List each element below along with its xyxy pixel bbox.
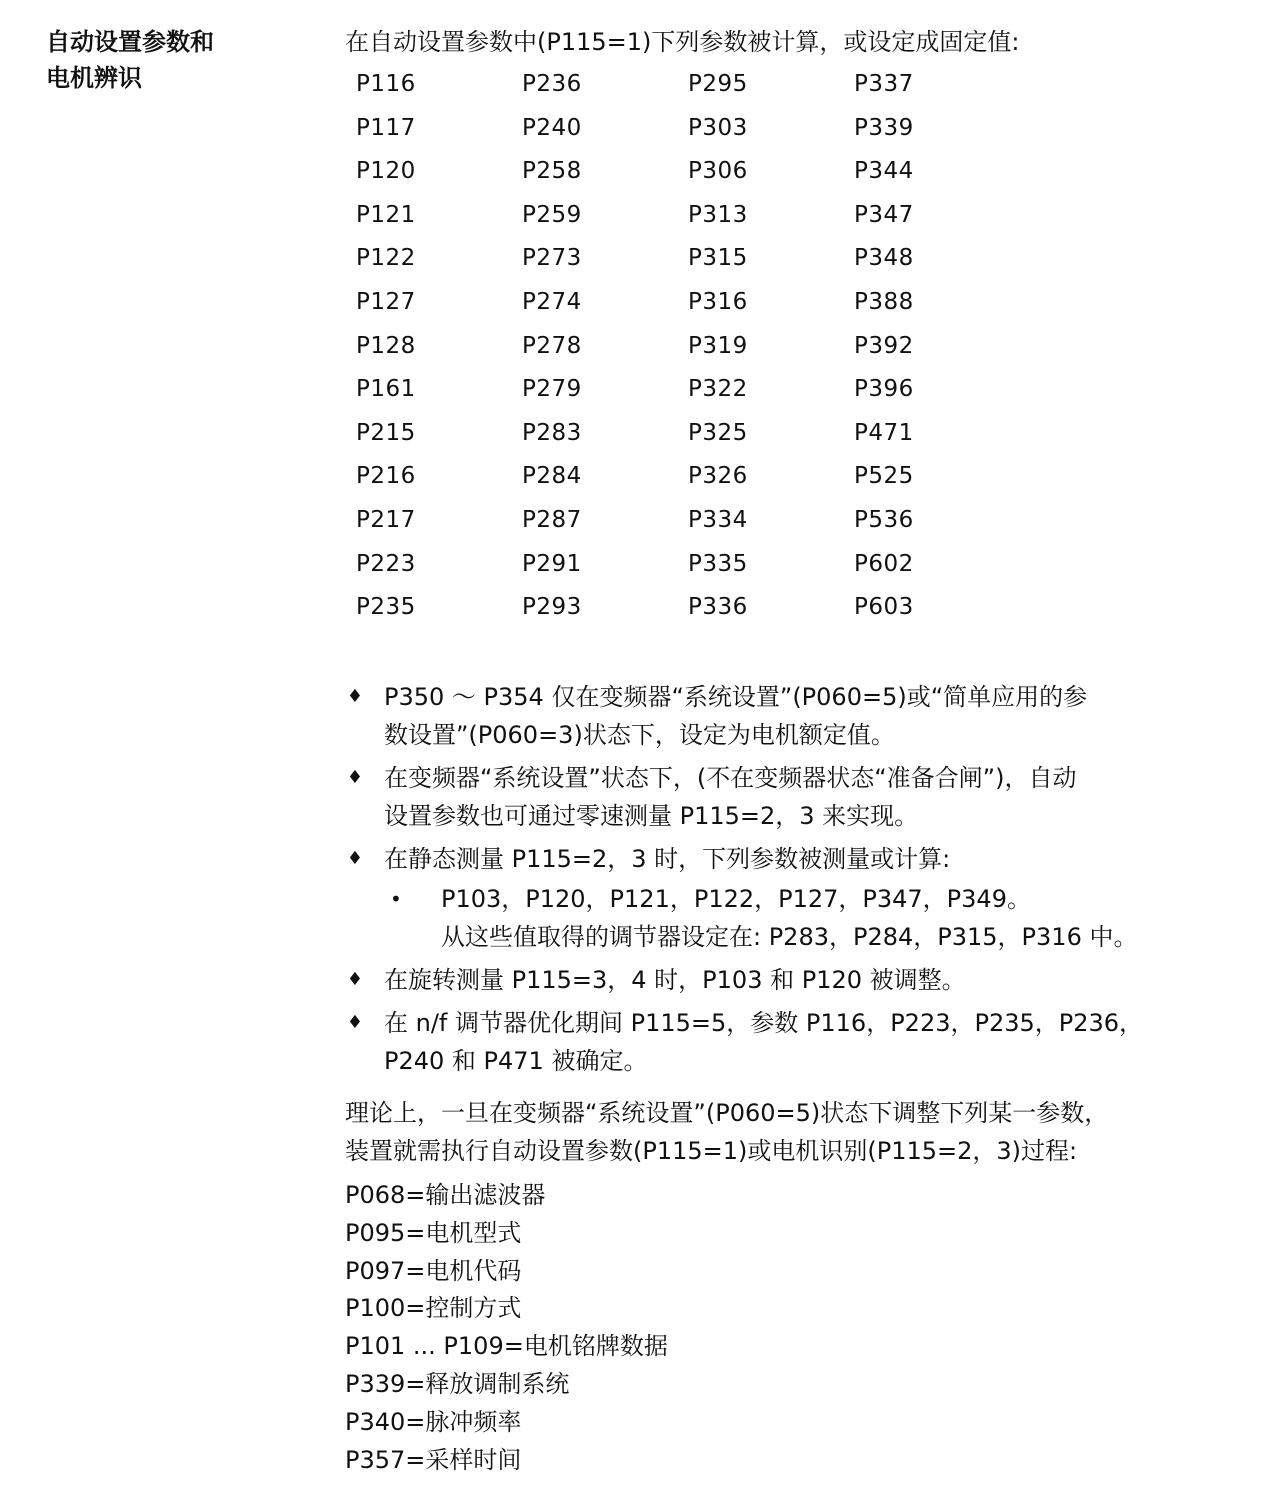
param-cell: P334: [688, 506, 748, 533]
param-cell: P120: [356, 158, 416, 185]
param-cell: P388: [854, 288, 914, 315]
list-item: [345, 840, 1235, 956]
param-cell: P293: [522, 594, 582, 621]
param-cell: P116: [356, 71, 416, 97]
definition-item: P068=输出滤波器: [345, 1181, 546, 1209]
section-title-line-2: 电机辨识: [46, 64, 142, 92]
param-cell: P471: [854, 419, 914, 446]
param-cell: P128: [356, 332, 416, 359]
param-cell: P392: [854, 332, 914, 359]
sub-list-item-text: 从这些值取得的调节器设定在: P283，P284，P315，P316 中。: [441, 923, 1138, 951]
param-cell: P161: [356, 376, 416, 403]
definition-item: P101 ... P109=电机铭牌数据: [345, 1332, 668, 1361]
param-cell: P295: [688, 71, 748, 97]
param-cell: P284: [522, 463, 582, 490]
list-item-text: 在变频器“系统设置”状态下，(不在变频器状态“准备合闸”)，自动: [384, 764, 1077, 792]
param-cell: P278: [522, 332, 582, 359]
param-cell: P396: [854, 376, 914, 403]
param-cell: P122: [356, 245, 416, 272]
definition-item: P340=脉冲频率: [345, 1407, 522, 1436]
param-cell: P315: [688, 245, 748, 272]
param-cell: P274: [522, 288, 582, 315]
dot-bullet-icon: •: [390, 887, 402, 911]
param-cell: P127: [356, 288, 416, 315]
definition-item: P100=控制方式: [345, 1294, 522, 1323]
param-cell: P216: [356, 463, 416, 490]
param-cell: P306: [688, 158, 748, 185]
param-cell: P236: [522, 71, 582, 97]
parameter-table: [356, 63, 1245, 630]
definition-item: P095=电机型式: [345, 1218, 522, 1247]
list-item-text: 数设置”(P060=3)状态下，设定为电机额定值。: [384, 721, 895, 749]
param-cell: P117: [356, 114, 416, 141]
sub-list-item: [384, 880, 1235, 956]
parameter-definitions: [345, 1177, 668, 1479]
param-cell: P344: [854, 158, 914, 185]
diamond-bullet-icon: ♦: [346, 848, 364, 869]
param-cell: P235: [356, 594, 416, 621]
param-cell: P337: [854, 71, 914, 97]
param-cell: P347: [854, 201, 914, 228]
paragraph-line: 装置就需执行自动设置参数(P115=1)或电机识别(P115=2，3)过程:: [345, 1137, 1078, 1165]
main-content: [345, 24, 1245, 630]
param-cell: P279: [522, 376, 582, 403]
param-cell: P291: [522, 550, 582, 577]
paragraph-line: 理论上，一旦在变频器“系统设置”(P060=5)状态下调整下列某一参数，: [345, 1099, 1109, 1127]
param-cell: P215: [356, 419, 416, 446]
list-item-text: 在静态测量 P115=2，3 时，下列参数被测量或计算:: [384, 845, 951, 873]
intro-text: 在自动设置参数中(P115=1)下列参数被计算，或设定成固定值:: [345, 28, 1020, 56]
param-cell: P339: [854, 114, 914, 141]
param-cell: P602: [854, 550, 914, 577]
param-cell: P316: [688, 288, 748, 315]
param-cell: P259: [522, 201, 582, 228]
list-item: [345, 961, 1235, 999]
notes-list: [345, 678, 1235, 1085]
list-item: [345, 759, 1235, 835]
param-cell: P336: [688, 594, 748, 621]
param-cell: P240: [522, 114, 582, 141]
param-cell: P325: [688, 419, 748, 446]
param-cell: P322: [688, 376, 748, 403]
list-item-text: 设置参数也可通过零速测量 P115=2，3 来实现。: [384, 802, 919, 830]
param-cell: P326: [688, 463, 748, 490]
diamond-bullet-icon: ♦: [346, 969, 364, 990]
param-cell: P287: [522, 506, 582, 533]
diamond-bullet-icon: ♦: [346, 686, 364, 707]
diamond-bullet-icon: ♦: [346, 1012, 364, 1033]
definition-item: P357=采样时间: [345, 1445, 522, 1474]
param-cell: P303: [688, 114, 748, 141]
theory-paragraph: [345, 1094, 1245, 1170]
section-title-line-1: 自动设置参数和: [46, 28, 214, 56]
param-cell: P258: [522, 158, 582, 185]
param-cell: P536: [854, 506, 914, 533]
section-title: [46, 24, 286, 96]
diamond-bullet-icon: ♦: [346, 767, 364, 788]
param-cell: P217: [356, 506, 416, 533]
param-cell: P121: [356, 201, 416, 228]
param-cell: P283: [522, 419, 582, 446]
param-cell: P603: [854, 594, 914, 621]
param-cell: P525: [854, 463, 914, 490]
param-cell: P335: [688, 550, 748, 577]
param-cell: P348: [854, 245, 914, 272]
list-item: [345, 1004, 1235, 1080]
param-cell: P313: [688, 201, 748, 228]
sub-list-item-text: P103，P120，P121，P122，P127，P347，P349。: [441, 885, 1031, 913]
list-item-text: P350 ～ P354 仅在变频器“系统设置”(P060=5)或“简单应用的参: [384, 683, 1088, 711]
param-cell: P273: [522, 245, 582, 272]
list-item-text: 在 n/f 调节器优化期间 P115=5，参数 P116，P223，P235，P236，: [384, 1009, 1144, 1037]
param-cell: P223: [356, 550, 416, 577]
definition-item: P097=电机代码: [345, 1256, 522, 1285]
list-item-text: P240 和 P471 被确定。: [384, 1047, 648, 1075]
definition-item: P339=释放调制系统: [345, 1369, 570, 1398]
list-item: [345, 678, 1235, 754]
list-item-text: 在旋转测量 P115=3，4 时，P103 和 P120 被调整。: [384, 966, 966, 994]
param-cell: P319: [688, 332, 748, 359]
